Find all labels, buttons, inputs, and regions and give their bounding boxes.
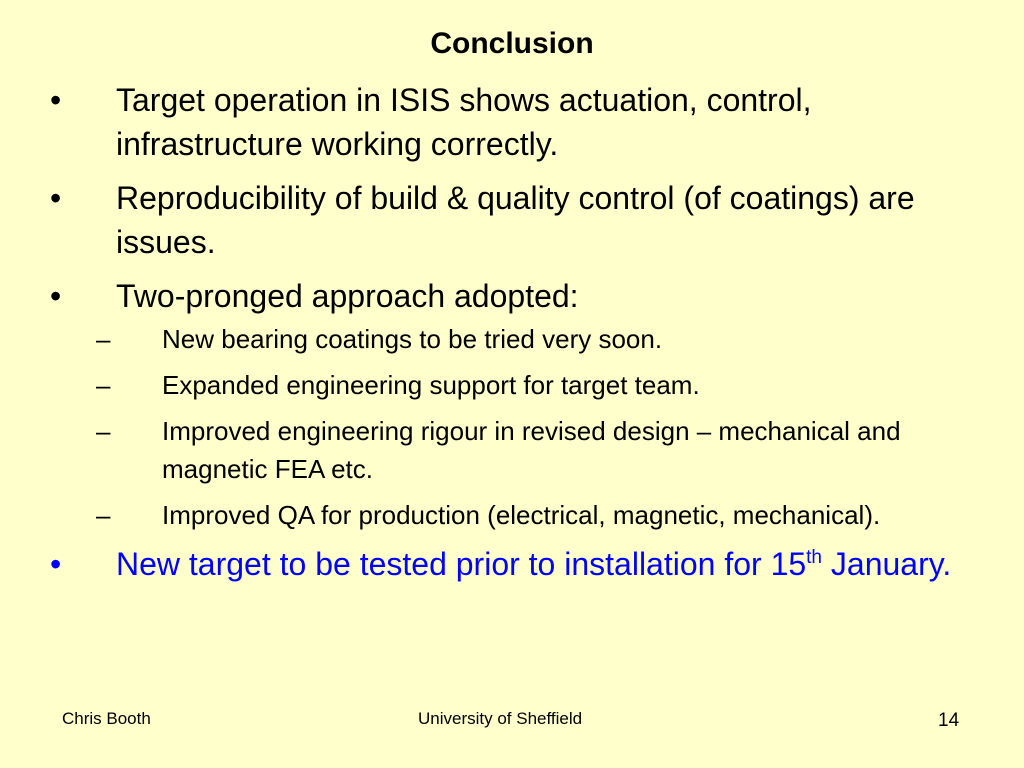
bullet-item bbox=[0, 176, 1024, 264]
sub-bullet-item bbox=[0, 412, 1024, 488]
footer-institution: University of Sheffield bbox=[418, 709, 583, 728]
bullet-list bbox=[0, 78, 1024, 596]
sub-bullet-item bbox=[0, 366, 1024, 404]
dash-marker: – bbox=[96, 500, 111, 530]
bullet-text: Reproducibility of build & quality control (of coatings) are issues. bbox=[116, 180, 915, 260]
bullet-marker: • bbox=[50, 278, 62, 314]
page-number: 14 bbox=[938, 710, 960, 731]
dash-marker: – bbox=[96, 370, 111, 400]
sub-bullet-text: Expanded engineering support for target team. bbox=[162, 370, 700, 400]
ordinal-superscript: th bbox=[806, 547, 823, 568]
dash-marker: – bbox=[96, 324, 111, 354]
highlight-text-before: New target to be tested prior to installation for 15 bbox=[116, 546, 807, 582]
bullet-item bbox=[0, 78, 1024, 166]
bullet-marker: • bbox=[50, 82, 62, 118]
sub-bullet-text: Improved engineering rigour in revised design – mechanical and magnetic FEA etc. bbox=[162, 416, 901, 484]
sub-bullet-text: Improved QA for production (electrical, magnetic, mechanical). bbox=[162, 500, 881, 530]
footer-author: Chris Booth bbox=[62, 709, 151, 728]
sub-bullet-text: New bearing coatings to be tried very soon. bbox=[162, 324, 663, 354]
bullet-marker: • bbox=[50, 546, 62, 582]
bullet-item bbox=[0, 274, 1024, 318]
bullet-text: Target operation in ISIS shows actuation, control, infrastructure working correctly. bbox=[116, 82, 812, 162]
dash-marker: – bbox=[96, 416, 111, 446]
highlight-bullet-text bbox=[116, 546, 951, 582]
sub-bullet-item bbox=[0, 320, 1024, 358]
slide-title: Conclusion bbox=[430, 27, 594, 60]
bullet-marker: • bbox=[50, 180, 62, 216]
sub-bullet-item bbox=[0, 496, 1024, 534]
highlight-bullet-item bbox=[0, 542, 1024, 586]
bullet-text: Two-pronged approach adopted: bbox=[116, 278, 579, 314]
highlight-text-after: January. bbox=[822, 546, 952, 582]
